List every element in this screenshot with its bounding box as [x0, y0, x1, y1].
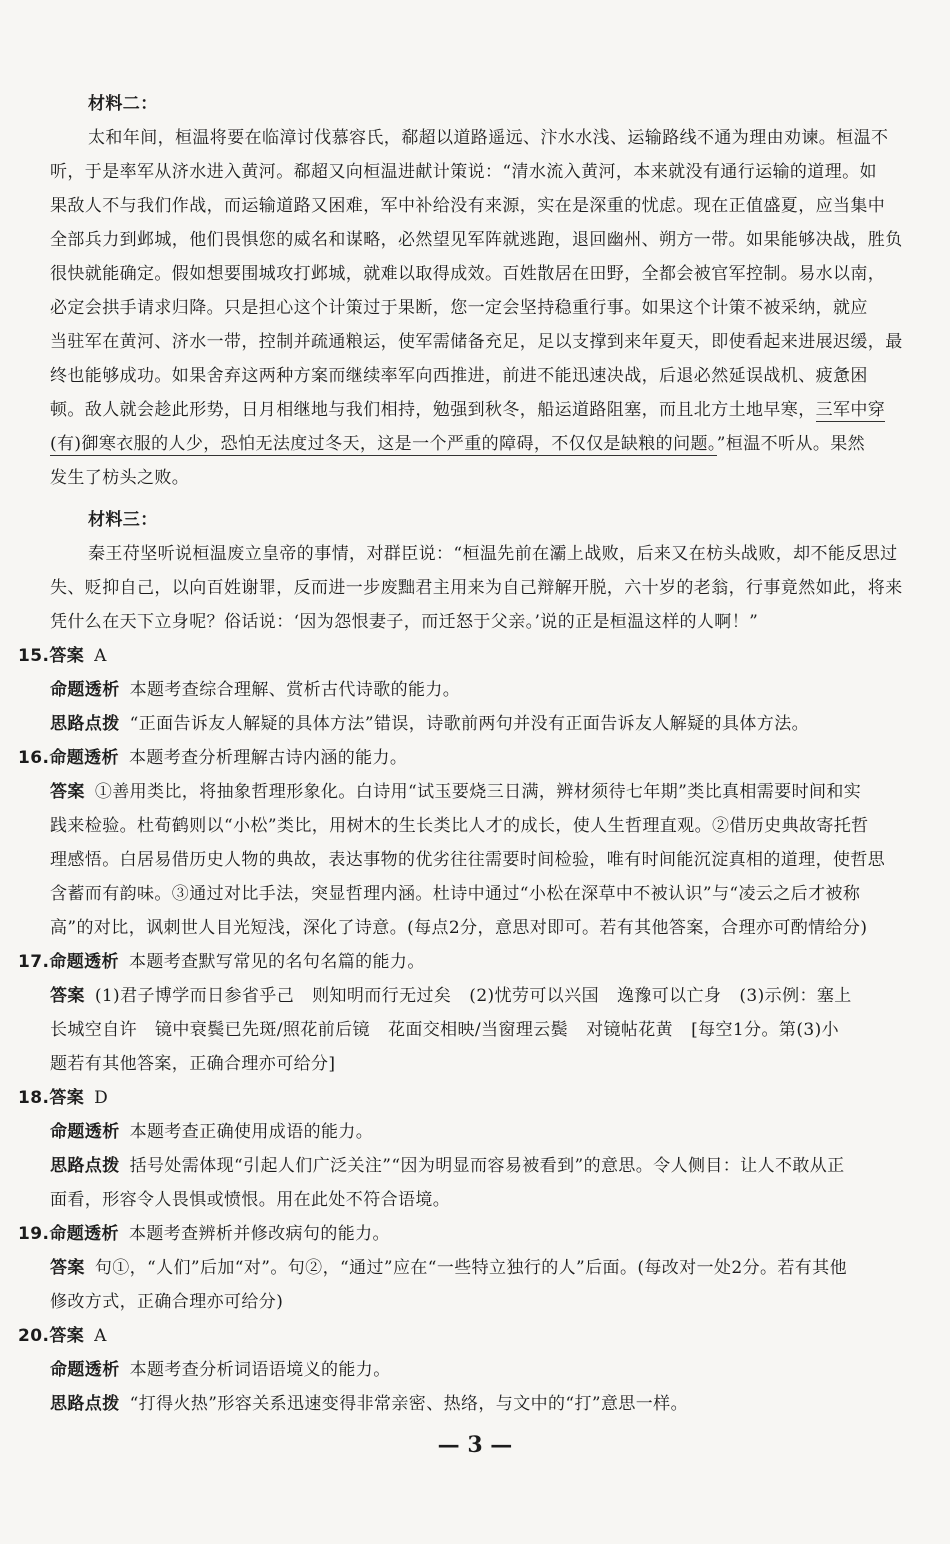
answer-value: A [94, 646, 107, 666]
material-2-line: 听，于是率军从济水进入黄河。郗超又向桓温进献计策说：“清水流入黄河，本来就没有通行运输的道理。如 [50, 162, 877, 182]
question-number: 17. [18, 952, 50, 972]
material-2-line: 果敌人不与我们作战，而运输道路又困难，军中补给没有来源，实在是深重的忧虑。现在正值盛夏，应当集中 [50, 196, 886, 216]
analysis-label: 命题透析 [49, 748, 119, 768]
answer-blank: (3)示例：塞上 [739, 986, 852, 1006]
material-2-line: 终也能够成功。如果舍弃这两种方案而继续率军向西推进，前进不能迅速决战，后退必然延误战机、疲惫困 [50, 366, 868, 386]
analysis-text: 本题考查分析词语语境义的能力。 [129, 1360, 391, 1380]
answer-blank: 则知明而行无过矣 [312, 986, 452, 1006]
material-2-line [50, 432, 865, 456]
hint-text: 括号处需体现“引起人们广泛关注”“因为明显而容易被看到”的意思。令人侧目：让人不敢从正 [129, 1156, 845, 1176]
material-2-line: 很快就能确定。假如想要围城攻打邺城，就难以取得成效。百姓散居在田野，全都会被官军控制。易水以南， [50, 264, 886, 284]
answer-blank: 对镜帖花黄 [586, 1020, 674, 1040]
question-17-analysis [18, 950, 425, 974]
analysis-text: 本题考查正确使用成语的能力。 [129, 1122, 374, 1142]
question-20-answer [18, 1324, 107, 1348]
question-20-hint [50, 1392, 688, 1416]
material-3-line: 失、贬抑自己，以向百姓谢罪，反而进一步废黜君主用来为自己辩解开脱，六十岁的老翁，行事竟然如此，将来 [50, 578, 903, 598]
scoring-note: [每空1分。第(3)小 [691, 1020, 840, 1040]
answer-blank: (1)君子博学而日参省乎己 [94, 986, 295, 1006]
material-3-line: 秦王苻坚听说桓温废立皇帝的事情，对群臣说：“桓温先前在灞上战败，后来又在枋头战败，却不能反思过 [88, 544, 898, 564]
question-15-answer [18, 644, 107, 668]
analysis-text: 本题考查分析理解古诗内涵的能力。 [128, 748, 408, 768]
hint-label: 思路点拨 [50, 714, 120, 734]
underlined-text: 三军中穿 [815, 400, 886, 420]
answer-label: 答案 [50, 1258, 85, 1278]
question-19-analysis [18, 1222, 390, 1246]
answer-line [50, 1018, 839, 1042]
answer-value: D [94, 1088, 109, 1108]
answer-text: 句①，“人们”后加“对”。句②，“通过”应在“一些特立独行的人”后面。(每改对一处2分。若有其他 [94, 1258, 847, 1278]
answer-blank: 花面交相映/当窗理云鬓 [387, 1020, 569, 1040]
underlined-text: (有)御寒衣服的人少，恐怕无法度过冬天，这是一个严重的障碍，不仅仅是缺粮的问题。 [50, 434, 717, 454]
question-20-analysis [50, 1358, 391, 1382]
question-15-hint [50, 712, 809, 736]
analysis-label: 命题透析 [50, 1122, 120, 1142]
material-2-line: 太和年间，桓温将要在临漳讨伐慕容氏，郗超以道路遥远、汴水水浅、运输路线不通为理由劝谏。桓温不 [88, 128, 889, 148]
question-number: 15. [18, 646, 50, 666]
answer-line: 修改方式，正确合理亦可给分) [50, 1292, 284, 1312]
question-number: 20. [18, 1326, 50, 1346]
hint-line: 面看，形容令人畏惧或愤恨。用在此处不符合语境。 [50, 1190, 451, 1210]
analysis-label: 命题透析 [50, 1360, 120, 1380]
answer-value: A [94, 1326, 107, 1346]
material-2-line: 当驻军在黄河、济水一带，控制并疏通粮运，使军需储备充足，足以支撑到来年夏天，即使看起来进展迟缓，最 [50, 332, 903, 352]
material-3-line: 凭什么在天下立身呢？俗话说：‘因为怨恨妻子，而迁怒于父亲。’说的正是桓温这样的人啊！” [50, 612, 759, 632]
answer-line: 践来检验。杜荀鹤则以“小松”类比，用树木的生长类比人才的成长，使人生哲理直观。②借历史典故寄托哲 [50, 816, 869, 836]
material-2-line [50, 398, 885, 422]
question-18-hint [50, 1154, 845, 1178]
material-2-line: 必定会拱手请求归降。只是担心这个计策过于果断，您一定会坚持稳重行事。如果这个计策不被采纳，就应 [50, 298, 868, 318]
answer-blank: (2)忧劳可以兴国 [469, 986, 599, 1006]
answer-blank: 长城空自许 [50, 1020, 137, 1040]
question-16-analysis [18, 746, 407, 770]
question-15-analysis [50, 678, 460, 702]
answer-line: 题若有其他答案，正确合理亦可给分] [50, 1054, 336, 1074]
answer-line: 理感悟。白居易借历史人物的典故，表达事物的优劣往往需要时间检验，唯有时间能沉淀真相的道理，使哲思 [50, 850, 886, 870]
analysis-text: 本题考查辨析并修改病句的能力。 [128, 1224, 390, 1244]
answer-blank: 镜中衰鬓已先斑/照花前后镜 [155, 1020, 370, 1040]
analysis-label: 命题透析 [49, 1224, 119, 1244]
material-2-heading: 材料二： [88, 94, 158, 114]
question-19-answer [50, 1256, 847, 1280]
answer-label: 答案 [50, 782, 85, 802]
answer-blank: 逸豫可以亡身 [616, 986, 722, 1006]
hint-label: 思路点拨 [50, 1156, 120, 1176]
question-number: 19. [18, 1224, 50, 1244]
answer-text: ①善用类比，将抽象哲理形象化。白诗用“试玉要烧三日满，辨材须待七年期”类比真相需要时间和实 [94, 782, 862, 802]
question-number: 16. [18, 748, 50, 768]
material-2-line: 发生了枋头之败。 [50, 468, 190, 488]
question-number: 18. [18, 1088, 50, 1108]
material-2-text: 顿。敌人就会趁此形势，日月相继地与我们相持，勉强到秋冬，船运道路阻塞，而且北方土地早寒， [50, 400, 816, 420]
material-2-text: ”桓温不听从。果然 [716, 434, 866, 454]
material-2-line: 全部兵力到邺城，他们畏惧您的威名和谋略，必然望见军阵就逃跑，退回幽州、朔方一带。如果能够决战，胜负 [50, 230, 903, 250]
analysis-text: 本题考查默写常见的名句名篇的能力。 [128, 952, 425, 972]
page-number: — 3 — [437, 1432, 513, 1458]
answer-line: 含蓄而有韵味。③通过对比手法，突显哲理内涵。杜诗中通过“小松在深草中不被认识”与“凌云之后才被称 [50, 884, 861, 904]
analysis-label: 命题透析 [49, 952, 119, 972]
hint-label: 思路点拨 [50, 1394, 120, 1414]
material-3-heading: 材料三： [88, 510, 158, 530]
question-18-answer [18, 1086, 108, 1110]
hint-text: “打得火热”形容关系迅速变得非常亲密、热络，与文中的“打”意思一样。 [129, 1394, 688, 1414]
answer-label: 答案 [49, 1326, 85, 1346]
answer-label: 答案 [50, 986, 85, 1006]
answer-label: 答案 [49, 1088, 85, 1108]
answer-label: 答案 [49, 646, 85, 666]
question-16-answer [50, 780, 861, 804]
question-17-answer [50, 984, 852, 1008]
answer-line: 高”的对比，讽刺世人目光短浅，深化了诗意。(每点2分，意思对即可。若有其他答案，合理亦可酌情给分) [50, 918, 868, 938]
analysis-label: 命题透析 [50, 680, 120, 700]
question-18-analysis [50, 1120, 373, 1144]
hint-text: “正面告诉友人解疑的具体方法”错误，诗歌前两句并没有正面告诉友人解疑的具体方法。 [129, 714, 809, 734]
analysis-text: 本题考查综合理解、赏析古代诗歌的能力。 [129, 680, 461, 700]
